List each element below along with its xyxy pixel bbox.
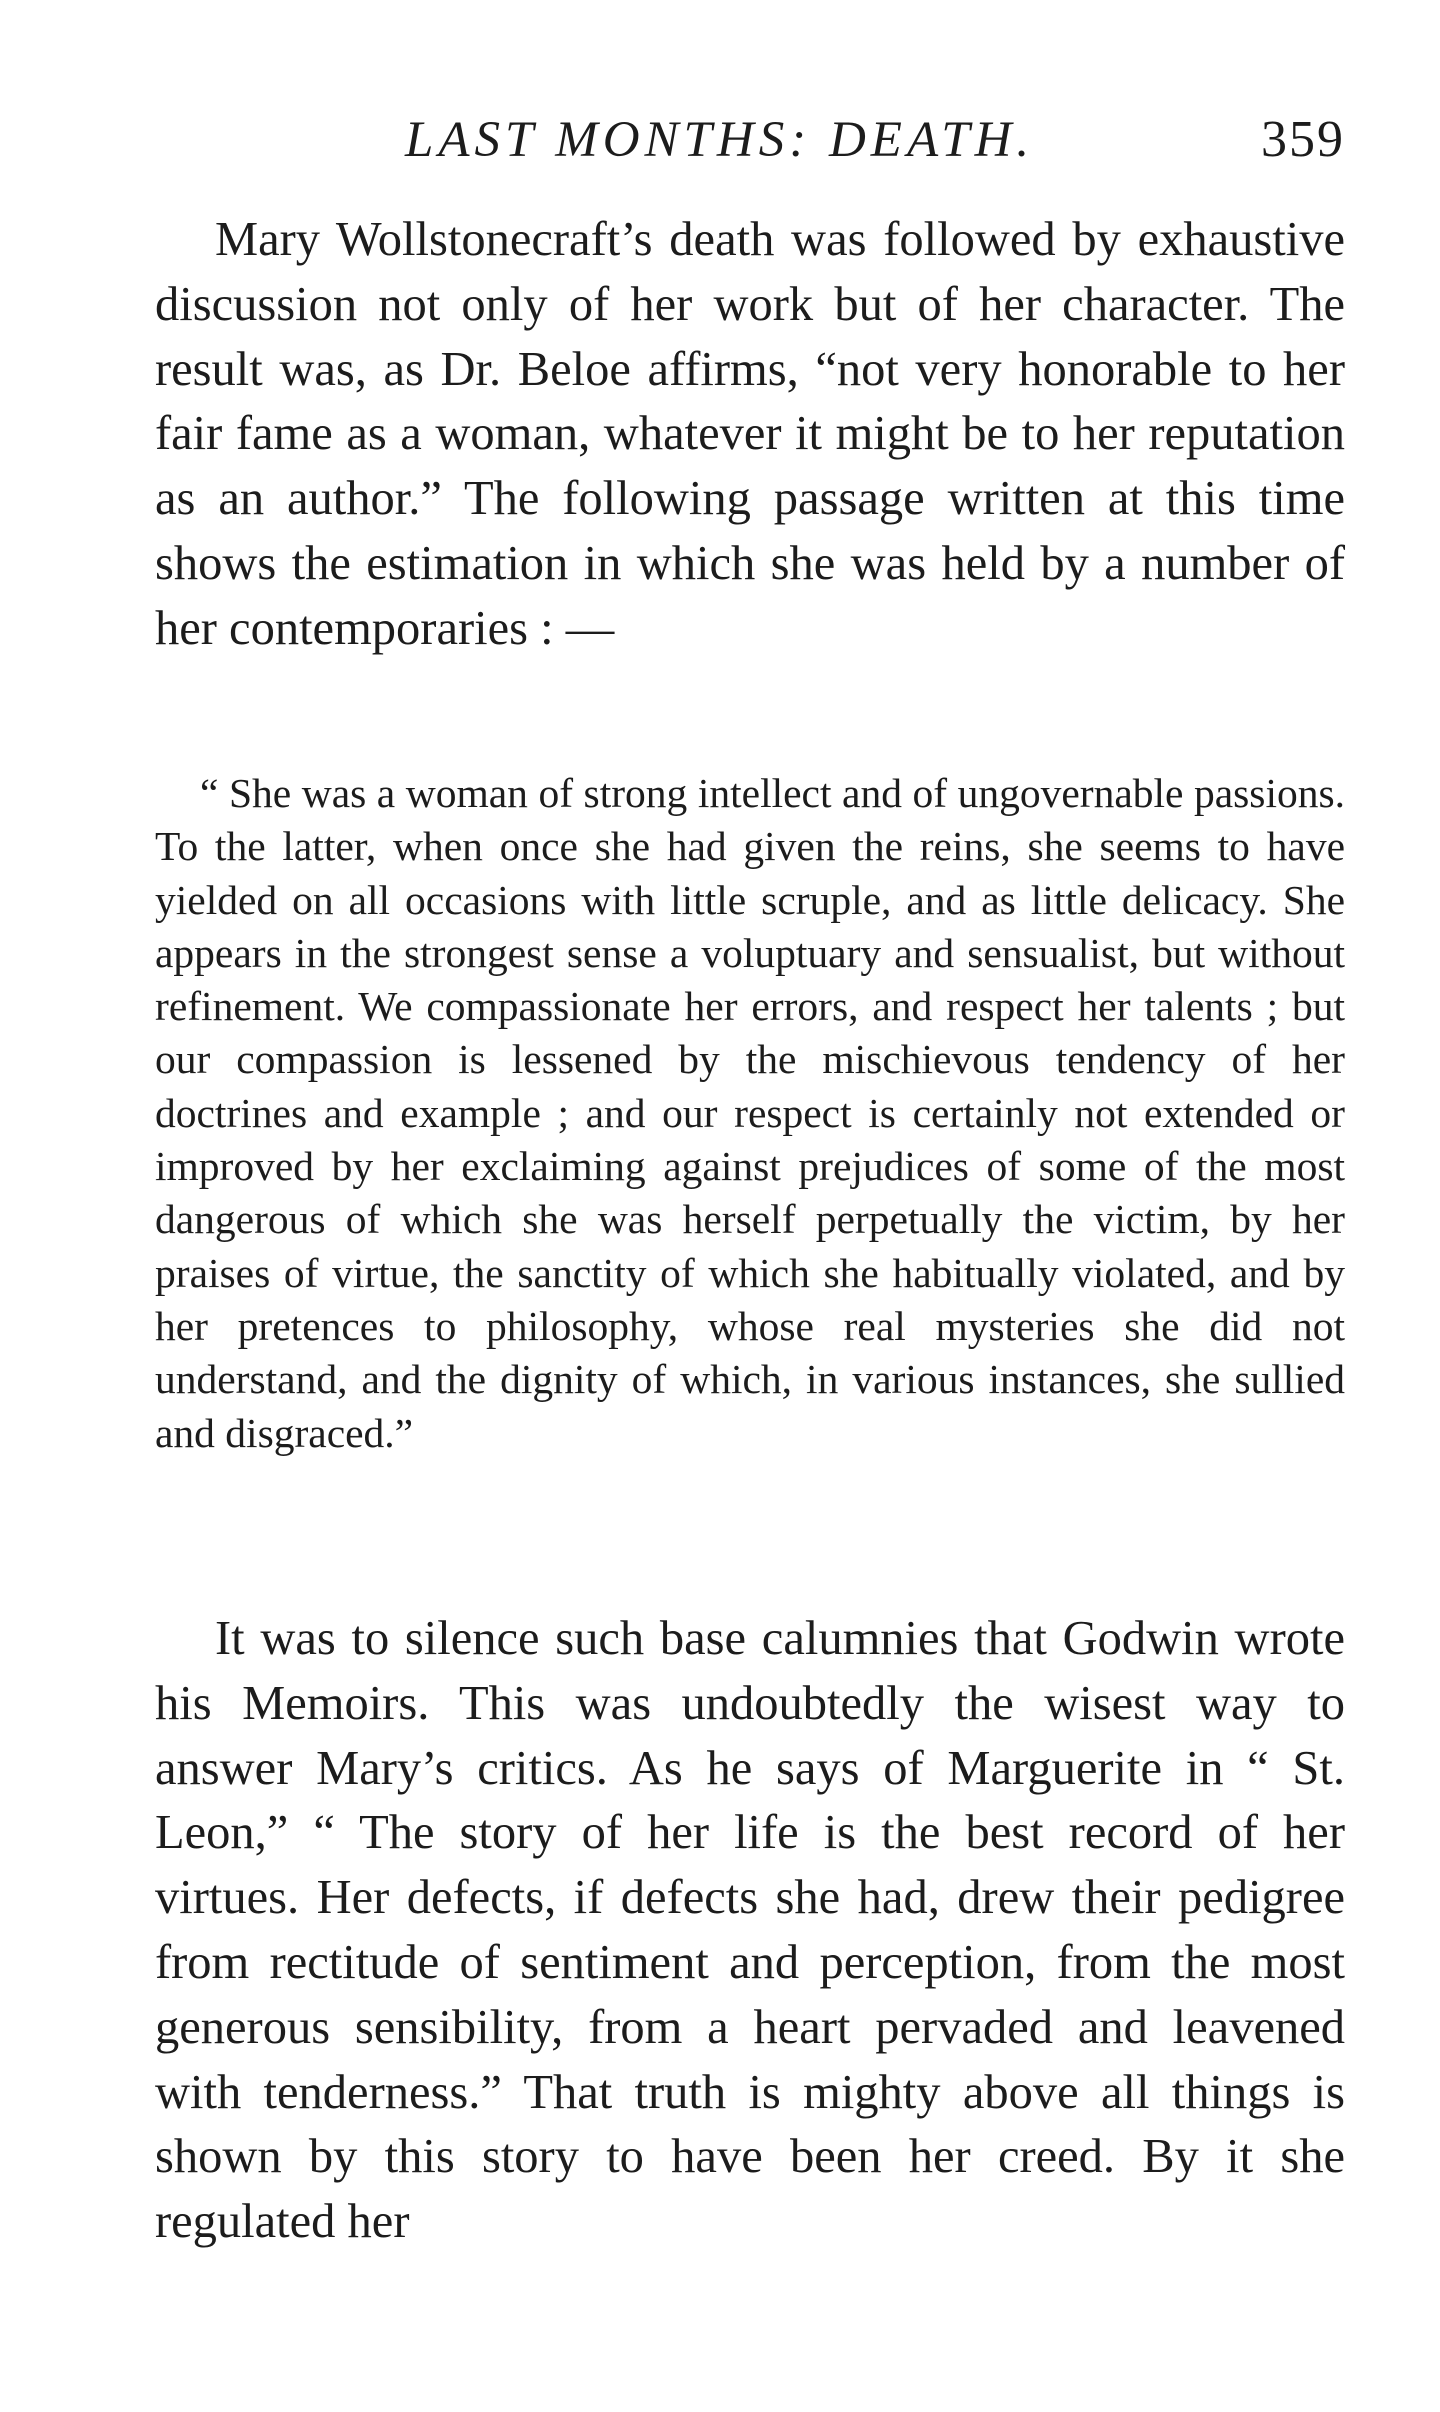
block-quotation: “ She was a woman of strong intellect and of ungovernable passions. To the latter, when once she had given the reins, she seems to have yielded on all occasions with little scruple, and as little delicacy. She appears in the strongest sense a voluptuary and sensualist, but without refinement. We compassionate her errors, and respect her talents ; but our compassion is lessened by the mischievous tendency of her doctrines and example ; and our respect is certainly not extended or improved by her exclaiming against prejudices of some of the most dangerous of which she was herself perpetually the victim, by her praises of virtue, the sanctity of which she habitually violated, and by her pretences to philosophy, whose real mysteries she did not understand, and the dignity of which, in various instances, she sullied and disgraced.”	[155, 770, 1345, 1456]
paragraph-opening: Mary Wollstonecraft’s death was followed by exhaustive discussion not only of her work but of her character. The result was, as Dr. Beloe affirms, “not very honorable to her fair fame as a woman, whatever it might be to her reputation as an author.” The following passage written at this time shows the estimation in which she was held by a number of her contemporaries : —	[155, 213, 1345, 655]
running-head	[155, 105, 1345, 175]
page-number: 359	[1261, 111, 1345, 168]
paragraph-godwin-memoirs: It was to silence such base calumnies that Godwin wrote his Memoirs. This was undoubtedly the wisest way to answer Mary’s critics. As he says of Marguerite in “ St. Leon,” “ The story of her life is the best record of her virtues. Her defects, if defects she had, drew their pedigree from rectitude of sentiment and perception, from the most generous sensibility, from a heart pervaded and leavened with tenderness.” That truth is mighty above all things is shown by this story to have been her creed. By it she regulated her	[155, 1612, 1345, 2249]
running-title: LAST MONTHS: DEATH.	[405, 112, 1035, 168]
